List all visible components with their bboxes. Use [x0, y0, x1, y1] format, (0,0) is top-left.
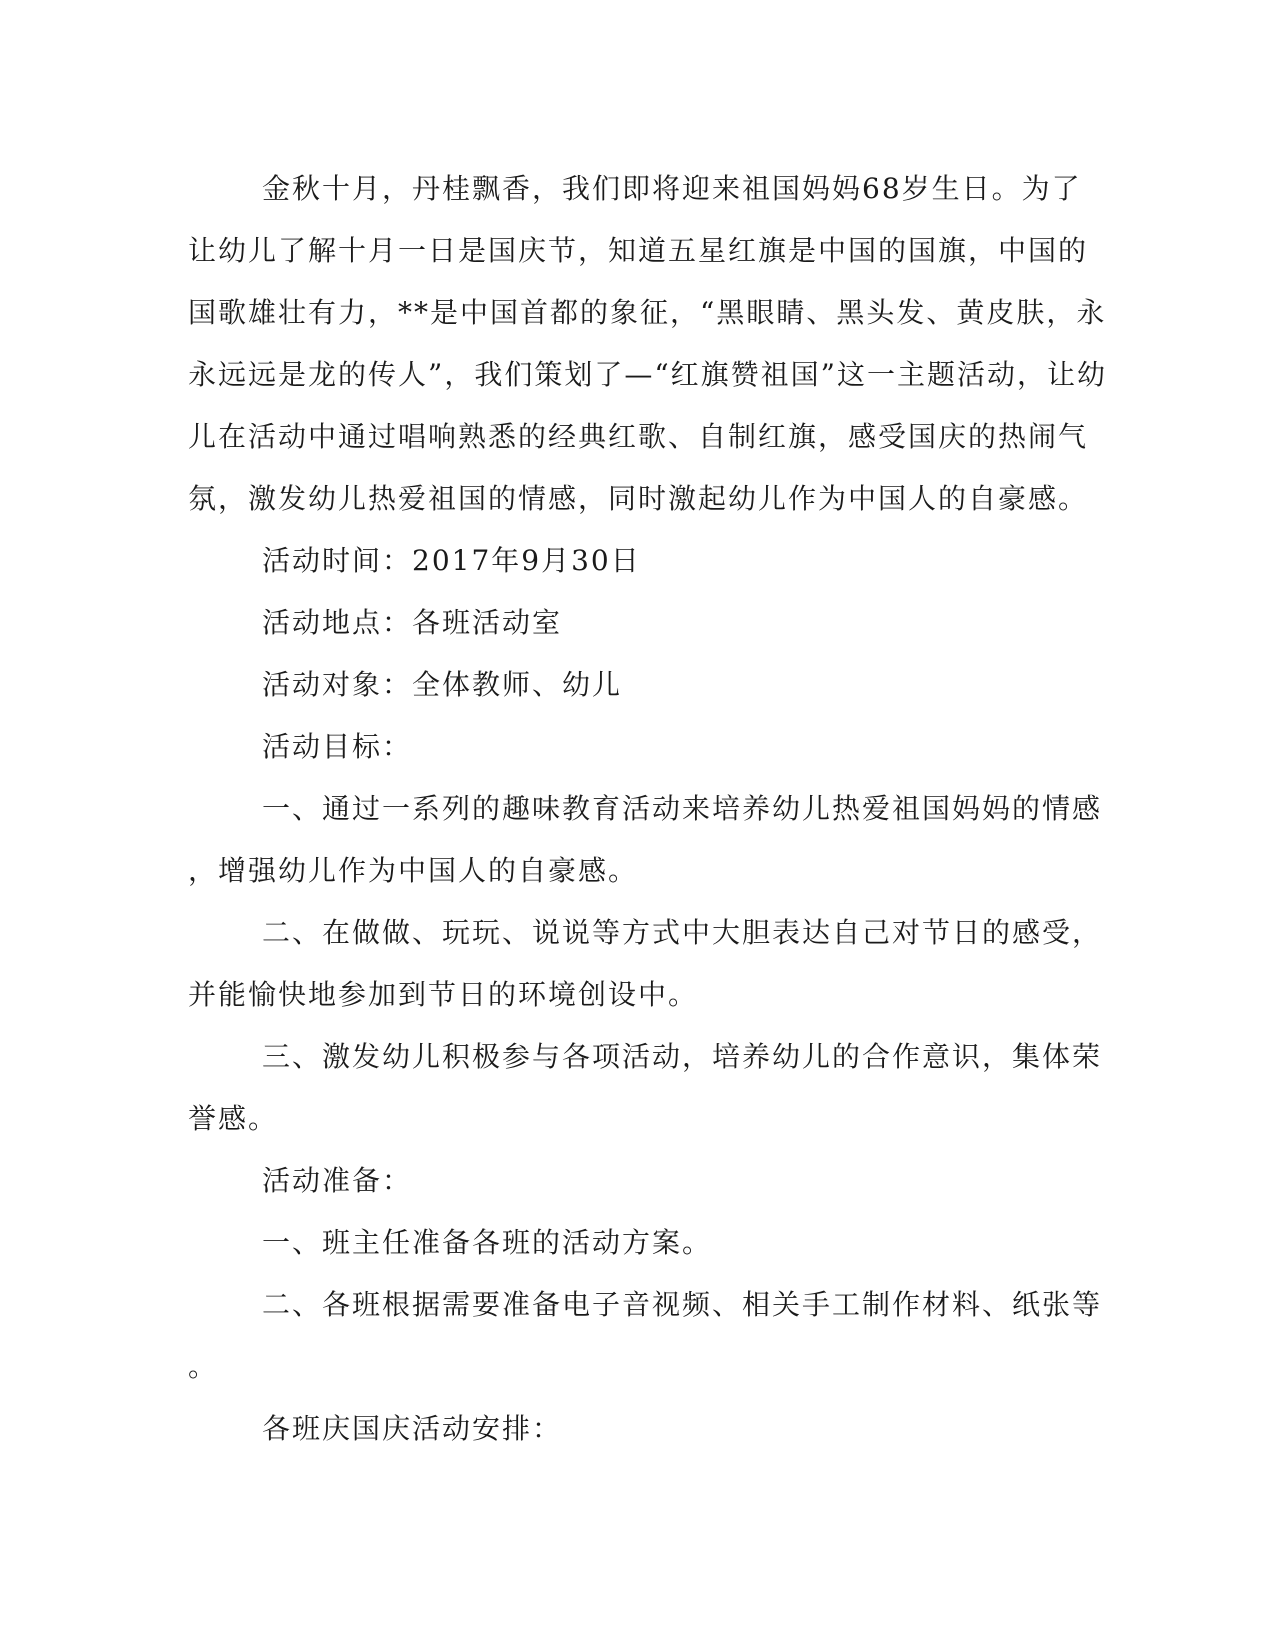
goal-item: 三、激发幼儿积极参与各项活动，培养幼儿的合作意识，集体荣: [262, 1040, 1103, 1073]
goal-item: 二、在做做、玩玩、说说等方式中大胆表达自己对节日的感受，: [262, 916, 1103, 949]
goal-item: 一、通过一系列的趣味教育活动来培养幼儿热爱祖国妈妈的情感: [262, 792, 1103, 825]
preparation-item: 一、班主任准备各班的活动方案。: [262, 1226, 713, 1259]
section-heading-schedule: 各班庆国庆活动安排：: [262, 1412, 563, 1445]
section-heading-preparation: 活动准备：: [262, 1164, 413, 1197]
text-line: 氛，激发幼儿热爱祖国的情感，同时激起幼儿作为中国人的自豪感。: [188, 482, 1089, 515]
text-line: 让幼儿了解十月一日是国庆节，知道五星红旗是中国的国旗，中国的: [188, 234, 1089, 267]
document-body: [188, 158, 1107, 1460]
activity-participants: 活动对象：全体教师、幼儿: [262, 668, 623, 701]
text-line: 儿在活动中通过唱响熟悉的经典红歌、自制红旗，感受国庆的热闹气: [188, 420, 1089, 453]
goal-item-continuation: 并能愉快地参加到节日的环境创设中。: [188, 978, 699, 1011]
text-line: 永远远是龙的传人”，我们策划了—“红旗赞祖国”这一主题活动，让幼: [188, 358, 1107, 391]
goal-item-continuation: ，增强幼儿作为中国人的自豪感。: [188, 854, 639, 887]
activity-location: 活动地点：各班活动室: [262, 606, 563, 639]
goal-item-continuation: 誉感。: [188, 1102, 279, 1135]
preparation-item: 二、各班根据需要准备电子音视频、相关手工制作材料、纸张等: [262, 1288, 1103, 1321]
text-line: 金秋十月，丹桂飘香，我们即将迎来祖国妈妈68岁生日。为了: [262, 172, 1082, 205]
text-line: 国歌雄壮有力，**是中国首都的象征，“黑眼睛、黑头发、黄皮肤，永: [188, 296, 1107, 329]
section-heading-goals: 活动目标：: [262, 730, 413, 763]
activity-time: 活动时间：2017年9月30日: [262, 544, 641, 577]
preparation-item-continuation: 。: [188, 1350, 219, 1383]
